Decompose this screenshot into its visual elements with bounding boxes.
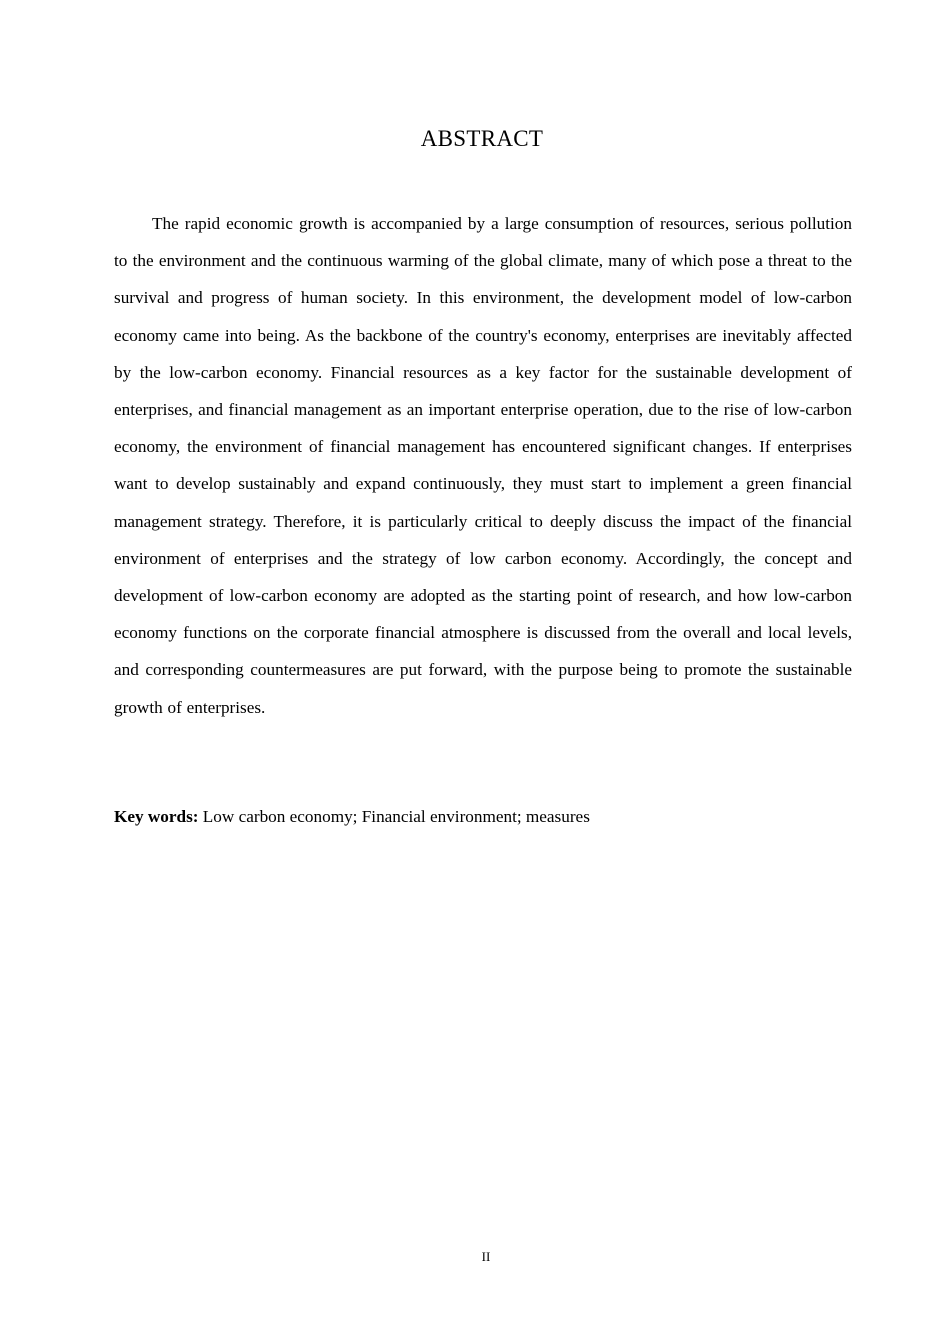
keywords-text: Low carbon economy; Financial environment; measures xyxy=(202,807,590,826)
keywords-label: Key words: xyxy=(114,807,199,826)
abstract-paragraph: The rapid economic growth is accompanied by a large consumption of resources, serious pollution to the environment and the continuous warming of the global climate, many of which pose a threat to the survival and progress of human society. In this environment, the development model of low-carbon economy came into being. As the backbone of the country's economy, enterprises are inevitably affected by the low-carbon economy. Financial resources as a key factor for the sustainable development of enterprises, and financial management as an important enterprise operation, due to the rise of low-carbon economy, the environment of financial management has encountered significant changes. If enterprises want to develop sustainably and expand continuously, they must start to implement a green financial management strategy. Therefore, it is particularly critical to deeply discuss the impact of the financial environment of enterprises and the strategy of low carbon economy. Accordingly, the concept and development of low-carbon economy are adopted as the starting point of research, and how low-carbon economy functions on the corporate financial atmosphere is discussed from the overall and local levels, and corresponding countermeasures are put forward, with the purpose being to promote the sustainable growth of enterprises. xyxy=(114,214,852,717)
keywords-line xyxy=(114,801,852,833)
abstract-title: ABSTRACT xyxy=(420,126,544,151)
page-number: II xyxy=(481,1249,491,1264)
